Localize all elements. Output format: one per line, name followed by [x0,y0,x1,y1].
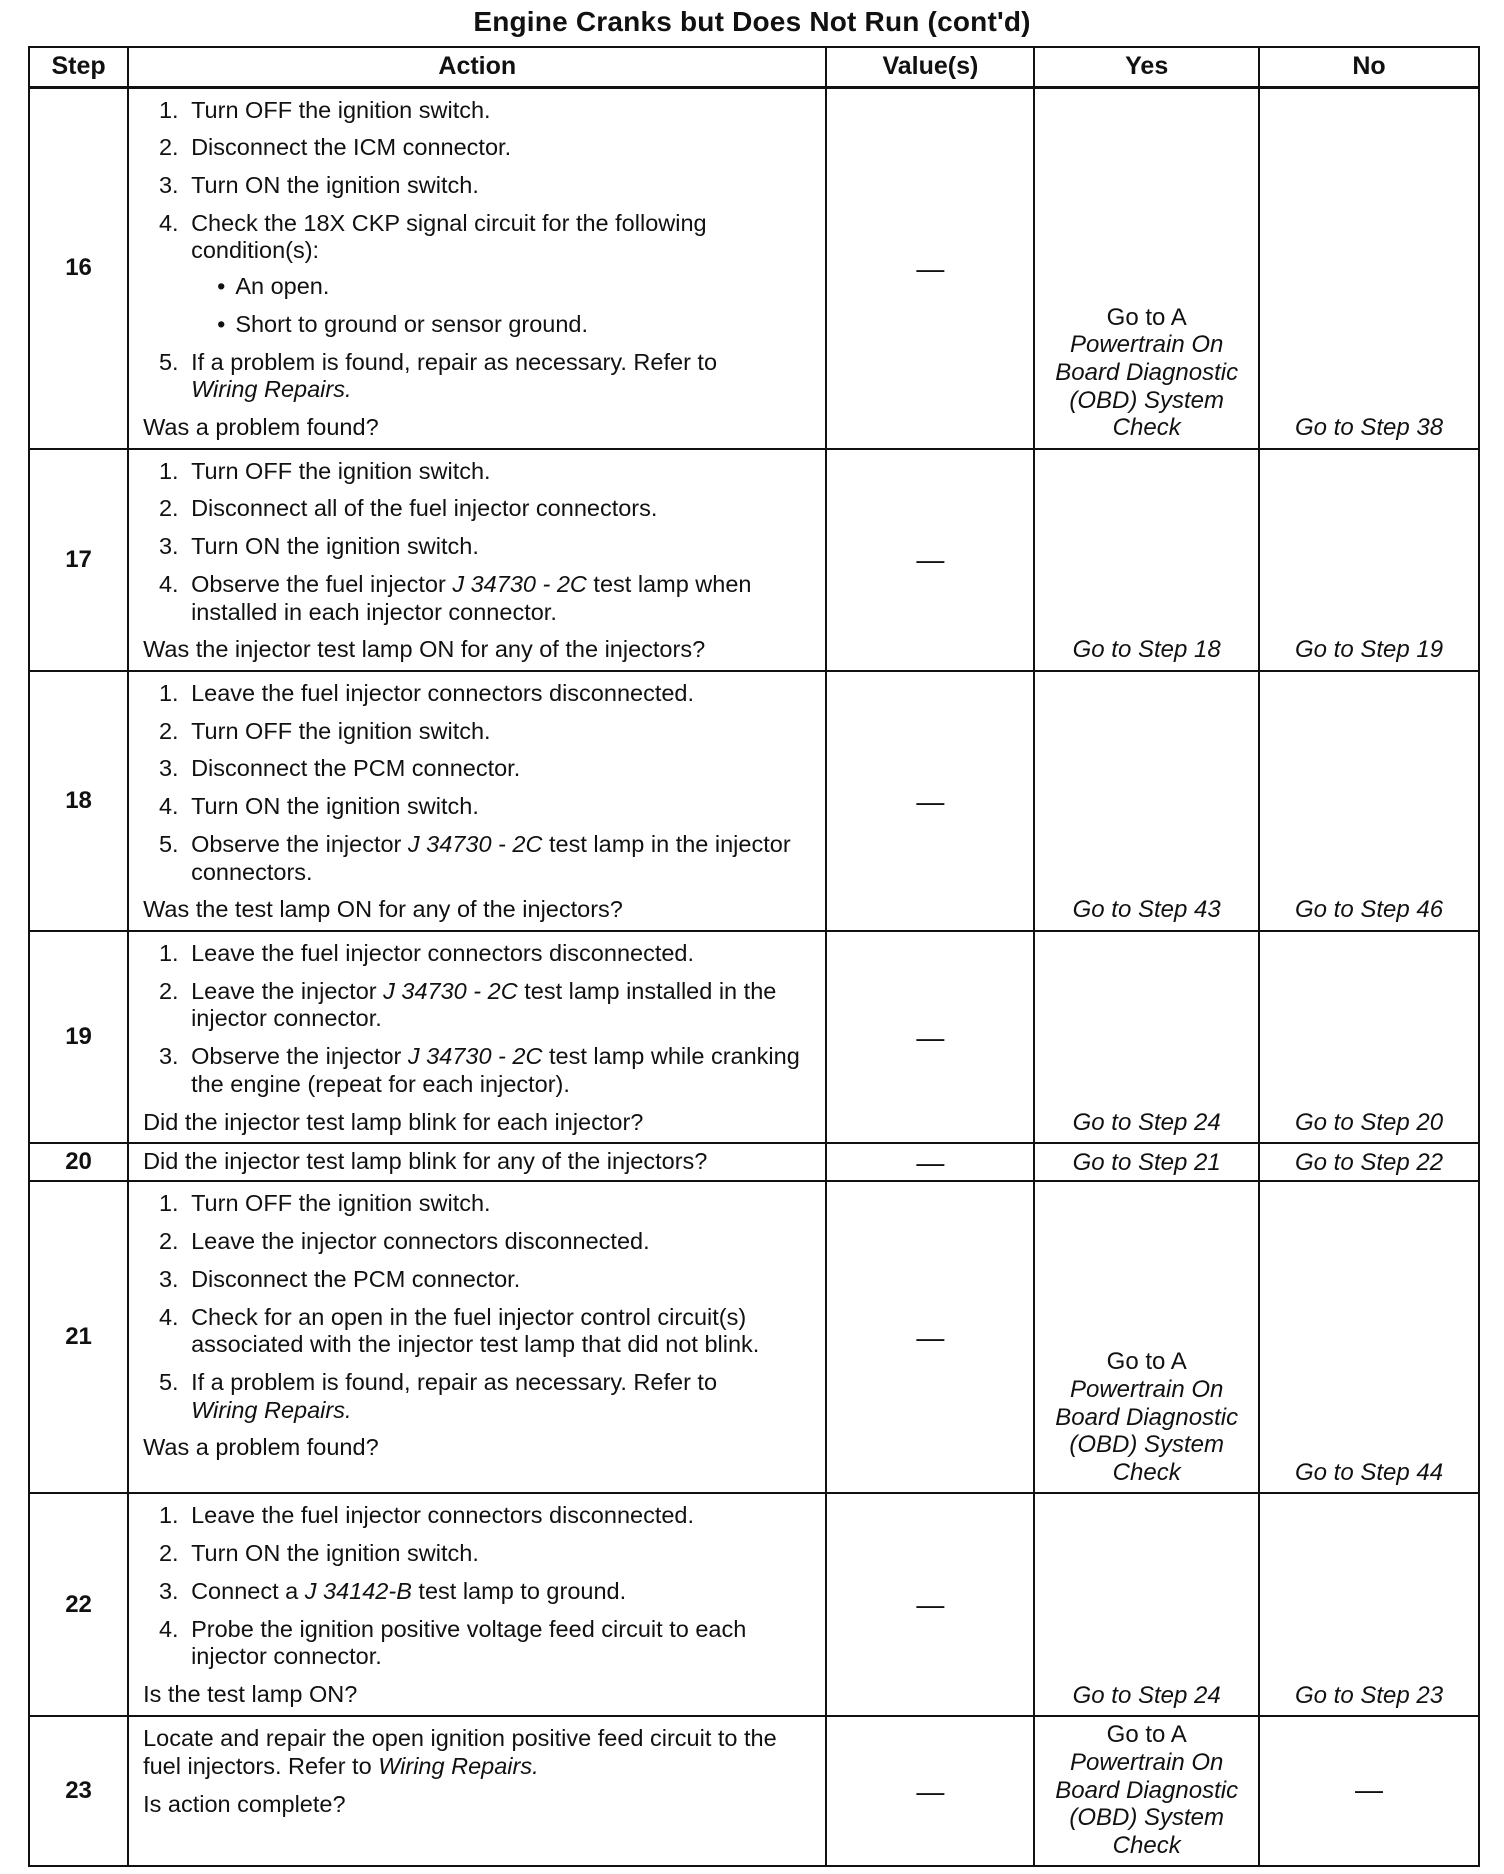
action-item: 1. Turn OFF the ignition switch. [185,97,817,125]
tool-name: J 34730 - 2C [452,570,587,597]
action-item: 1. Turn OFF the ignition switch. [185,1190,817,1218]
action-item: 2. Leave the injector connectors disconnected. [185,1228,817,1256]
yes-cell[interactable] [1034,1181,1259,1493]
step-number: 23 [29,1716,128,1866]
yes-cell[interactable]: Go to Step 24 [1034,1493,1259,1716]
table-row [29,1493,1479,1716]
no-cell[interactable]: Go to Step 22 [1259,1143,1479,1181]
yes-cell[interactable]: Go to Step 18 [1034,449,1259,671]
step-number: 21 [29,1181,128,1493]
table-row [29,449,1479,671]
table-row [29,671,1479,931]
action-list [143,1502,817,1671]
action-list [143,940,817,1099]
value-cell: — [826,449,1034,671]
table-row [29,1181,1479,1493]
refer-link[interactable]: Wiring Repairs. [378,1753,539,1780]
header-no: No [1259,47,1479,87]
action-text: Observe the fuel injector [191,570,446,597]
question: Did the injector test lamp blink for any of the injectors? [143,1148,708,1175]
step-number: 19 [29,931,128,1143]
action-cell [128,449,826,671]
action-item: 3. Turn ON the ignition switch. [185,533,817,561]
action-item: 3. Disconnect the PCM connector. [185,755,817,783]
no-cell[interactable]: Go to Step 23 [1259,1493,1479,1716]
action-item [185,1369,817,1424]
action-text: Observe the injector [191,830,402,857]
action-cell [128,931,826,1143]
question: Was the injector test lamp ON for any of the injectors? [143,636,706,663]
action-cell [128,1143,826,1181]
action-text: test lamp in the injector connectors. [191,830,791,885]
value-cell: — [826,671,1034,931]
action-item: 2. Disconnect the ICM connector. [185,134,817,162]
value-cell: — [826,1143,1034,1181]
refer-link[interactable]: Wiring Repairs. [191,1396,352,1423]
header-action: Action [128,47,826,87]
yes-cell[interactable]: Go to Step 21 [1034,1143,1259,1181]
header-row [29,47,1479,87]
action-item: 2. Disconnect all of the fuel injector connectors. [185,495,817,523]
table-row [29,87,1479,449]
tool-name: J 34142-B [304,1577,412,1604]
action-item: 3. Disconnect the PCM connector. [185,1266,817,1294]
action-text: test lamp when installed in each injector connector. [191,570,752,625]
table-row [29,1143,1479,1181]
action-text: test lamp to ground. [418,1577,627,1604]
value-cell: — [826,1493,1034,1716]
step-number: 20 [29,1143,128,1181]
action-list [143,458,817,627]
question: Was a problem found? [143,1434,379,1461]
header-yes: Yes [1034,47,1259,87]
tool-name: J 34730 - 2C [383,977,518,1004]
yes-cell[interactable] [1034,1716,1259,1866]
table-row [29,931,1479,1143]
action-text: Observe the injector [191,1043,402,1070]
action-item [185,831,817,886]
value-cell: — [826,87,1034,449]
diagnostic-table [28,46,1480,1867]
yes-cell[interactable]: Go to Step 43 [1034,671,1259,931]
header-value: Value(s) [826,47,1034,87]
no-cell[interactable]: Go to Step 20 [1259,931,1479,1143]
step-number: 16 [29,87,128,449]
yes-link-target: Powertrain On Board Diagnostic (OBD) System Check [1055,1375,1239,1486]
no-cell[interactable]: Go to Step 38 [1259,87,1479,449]
action-text: Locate and repair the open ignition positive feed circuit to the fuel injectors. Refer to [143,1725,777,1780]
action-cell [128,671,826,931]
yes-link-target: Powertrain On Board Diagnostic (OBD) System Check [1055,1748,1239,1859]
action-item: 4. Probe the ignition positive voltage feed circuit to each injector connector. [185,1616,817,1671]
action-item [185,1578,817,1606]
action-item: 2. Turn ON the ignition switch. [185,1540,817,1568]
yes-link-target: Powertrain On Board Diagnostic (OBD) System Check [1055,331,1239,442]
no-cell[interactable]: Go to Step 19 [1259,449,1479,671]
step-number: 17 [29,449,128,671]
action-item: 2. Turn OFF the ignition switch. [185,718,817,746]
action-item [185,571,817,626]
yes-link-prefix: Go to A [1106,1348,1187,1376]
action-item: 4. Check for an open in the fuel injector control circuit(s) associated with the injector test lamp that did not blink. [185,1304,817,1359]
action-item [185,210,817,339]
action-cell [128,1181,826,1493]
action-list [143,97,817,404]
action-text: If a problem is found, repair as necessary. Refer to [191,1368,718,1395]
value-cell: — [826,1716,1034,1866]
action-text: test lamp installed in the injector connector. [191,977,777,1032]
step-number: 18 [29,671,128,931]
action-text: Leave the injector [191,977,377,1004]
action-paragraph [143,1725,817,1780]
question: Is action complete? [143,1790,346,1817]
action-item: 1. Leave the fuel injector connectors disconnected. [185,680,817,708]
action-text: Check the 18X CKP signal circuit for the following condition(s): [191,209,707,264]
action-text: If a problem is found, repair as necessary. Refer to [191,348,718,375]
condition-list [191,273,817,338]
action-item [185,349,817,404]
action-item: 1. Leave the fuel injector connectors disconnected. [185,1502,817,1530]
no-cell[interactable]: Go to Step 44 [1259,1181,1479,1493]
no-cell[interactable]: Go to Step 46 [1259,671,1479,931]
action-item: 4. Turn ON the ignition switch. [185,793,817,821]
question: Was a problem found? [143,413,379,440]
no-cell: — [1259,1716,1479,1866]
action-text: Connect a [191,1577,299,1604]
yes-link-prefix: Go to A [1106,1721,1187,1749]
action-item [185,1043,817,1098]
yes-cell[interactable]: Go to Step 24 [1034,931,1259,1143]
header-step: Step [29,47,128,87]
question: Was the test lamp ON for any of the injectors? [143,896,623,923]
refer-link[interactable]: Wiring Repairs. [191,376,352,403]
condition-item: • An open. [219,273,817,301]
page-title: Engine Cranks but Does Not Run (cont'd) [473,6,1031,37]
action-item [185,978,817,1033]
action-text: test lamp while cranking the engine (repeat for each injector). [191,1043,800,1097]
table-row [29,1716,1479,1866]
action-cell [128,1716,826,1866]
question: Did the injector test lamp blink for each injector? [143,1108,644,1135]
value-cell: — [826,931,1034,1143]
action-item: 1. Leave the fuel injector connectors disconnected. [185,940,817,968]
step-number: 22 [29,1493,128,1716]
action-item: 3. Turn ON the ignition switch. [185,172,817,200]
action-cell [128,1493,826,1716]
value-cell: — [826,1181,1034,1493]
tool-name: J 34730 - 2C [407,1043,543,1070]
action-list [143,680,817,886]
condition-item: • Short to ground or sensor ground. [219,311,817,339]
action-item: 1. Turn OFF the ignition switch. [185,458,817,486]
tool-name: J 34730 - 2C [407,830,543,857]
action-list [143,1190,817,1424]
yes-link-prefix: Go to A [1106,303,1187,331]
question: Is the test lamp ON? [143,1680,358,1707]
action-cell [128,87,826,449]
yes-cell[interactable] [1034,87,1259,449]
